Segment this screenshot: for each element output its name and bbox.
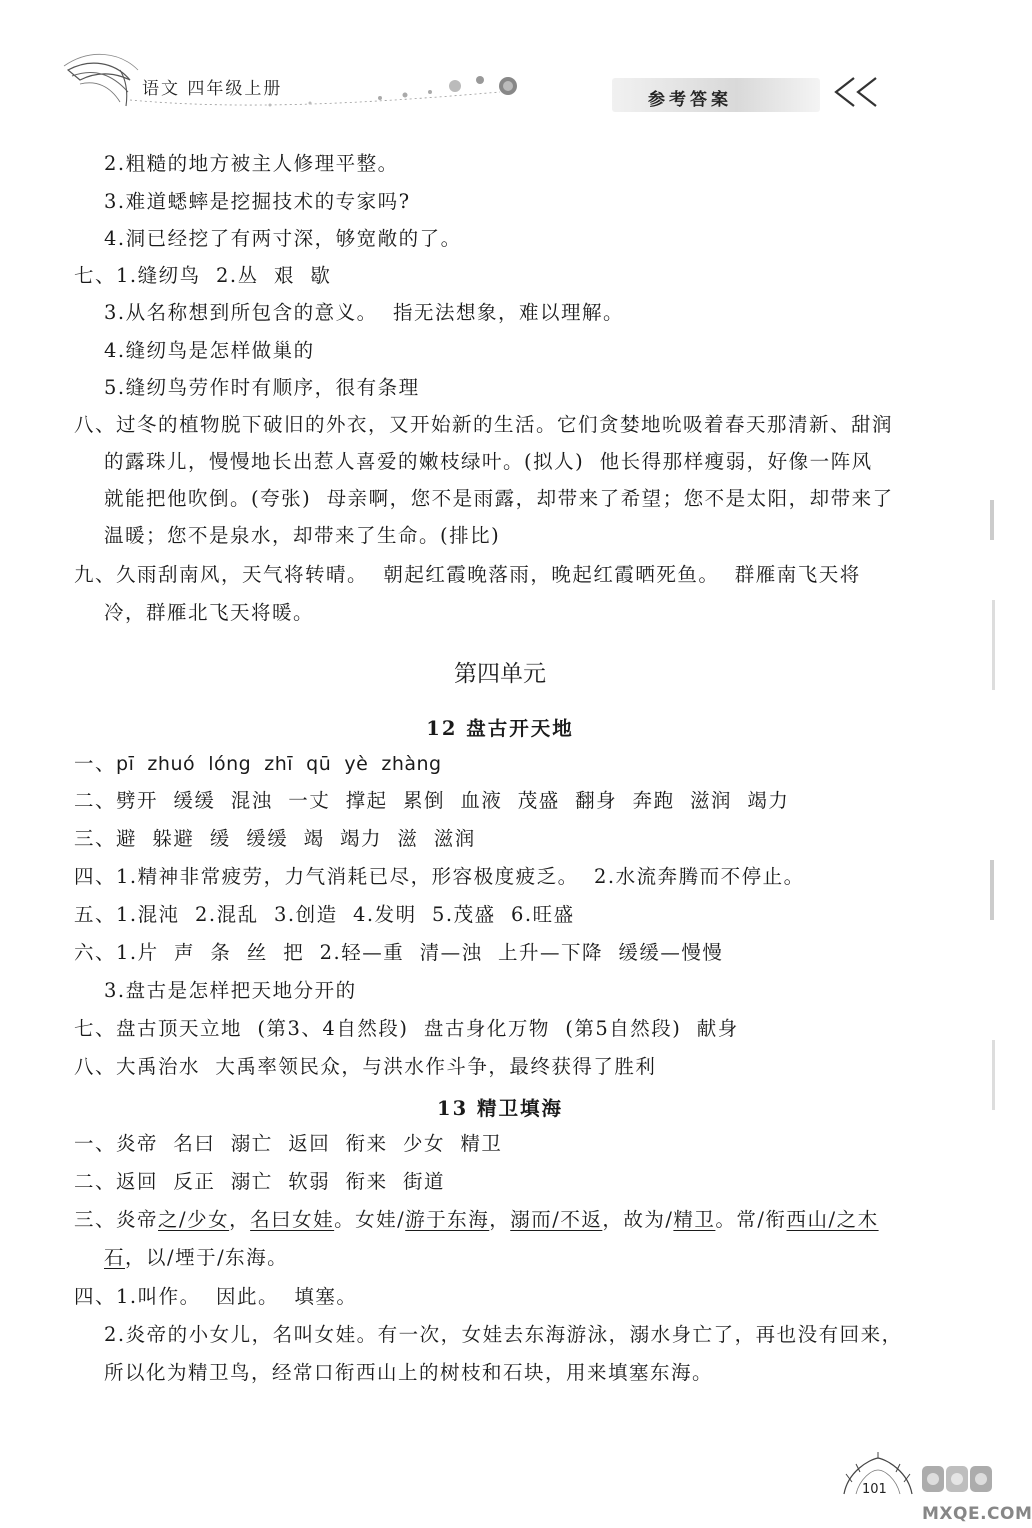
page-number: 101 (862, 1482, 887, 1497)
answer-line: 3.从名称想到所包含的意义。 指无法想象，难以理解。 (104, 301, 625, 324)
underlined-segment: 石 (104, 1246, 126, 1269)
pinyin-line (74, 751, 442, 777)
text-segment: ，故为/ (602, 1208, 674, 1231)
text-segment: ，以/堙于/东海。 (125, 1246, 289, 1269)
feather-swirl-decoration (60, 40, 560, 120)
answer-line: 七、盘古顶天立地 (第3、4自然段) 盘古身化万物 (第5自然段) 献身 (74, 1017, 739, 1040)
answer-line: 温暖；您不是泉水，却带来了生命。(排比) (104, 524, 501, 547)
answer-line: 冷，群雁北飞天将暖。 (104, 601, 315, 624)
answer-line: 七、1.缝纫鸟 2.丛 艰 歇 (74, 264, 332, 287)
answer-line: 5.缝纫鸟劳作时有顺序，很有条理 (104, 376, 420, 399)
underlined-segment: 西山/之木 (786, 1208, 879, 1231)
answer-line: 2.粗糙的地方被主人修理平整。 (104, 152, 399, 175)
watermark-text: MXQE.COM (922, 1504, 1032, 1524)
text-segment: 。常/衔 (715, 1208, 787, 1231)
answer-line: 2.炎帝的小女儿，名叫女娃。有一次，女娃去东海游泳，溺水身亡了，再也没有回来， (104, 1323, 903, 1346)
lesson-title: 12 盘古开天地 (426, 717, 574, 740)
answer-line: 四、1.精神非常疲劳，力气消耗已尽，形容极度疲乏。 2.水流奔腾而不停止。 (74, 865, 805, 888)
text-segment: 炎帝 (116, 1208, 159, 1231)
answer-line: 八、大禹治水 大禹率领民众，与洪水作斗争，最终获得了胜利 (74, 1055, 657, 1078)
answer-line: 九、久雨刮南风，天气将转晴。 朝起红霞晚落雨，晚起红霞晒死鱼。 群雁南飞天将 (74, 563, 861, 586)
underlined-segment: 溺而/不返 (510, 1208, 603, 1231)
answer-line: 4.缝纫鸟是怎样做巢的 (104, 339, 315, 362)
text-segment: ， (489, 1208, 511, 1231)
double-chevron-left-icon (828, 74, 884, 110)
header-subject: 语文 四年级上册 (142, 79, 283, 99)
unit-heading: 第四单元 (454, 661, 546, 687)
answer-line: 六、1.片 声 条 丝 把 2.轻—重 清—浊 上升—下降 缓缓—慢慢 (74, 941, 724, 964)
answer-line: 3.难道蟋蟀是挖掘技术的专家吗? (104, 190, 411, 213)
answer-line: 二、返回 反正 溺亡 软弱 衔来 街道 (74, 1170, 445, 1193)
classical-text-line (74, 1207, 879, 1233)
underlined-segment: 之/少女 (158, 1208, 230, 1231)
answer-line: 四、1.叫作。 因此。 填塞。 (74, 1285, 358, 1308)
answer-line: 五、1.混沌 2.混乱 3.创造 4.发明 5.茂盛 6.旺盛 (74, 903, 575, 926)
classical-text-line (104, 1245, 288, 1271)
page-edge-marks (986, 440, 1000, 1200)
answer-line: 一、炎帝 名曰 溺亡 返回 衔来 少女 精卫 (74, 1132, 503, 1155)
underlined-segment: 游于东海 (405, 1208, 490, 1231)
answer-line: 4.洞已经挖了有两寸深，够宽敞的了。 (104, 227, 462, 250)
answer-line: 二、劈开 缓缓 混浊 一丈 撑起 累倒 血液 茂盛 翻身 奔跑 滋润 竭力 (74, 789, 790, 812)
underlined-segment: 名曰女娃 (250, 1208, 335, 1231)
answer-line: 所以化为精卫鸟，经常口衔西山上的树枝和石块，用来填塞东海。 (104, 1361, 714, 1384)
header-section-title: 参考答案 (648, 90, 732, 110)
item-label: 三、 (74, 1208, 117, 1231)
underlined-segment: 精卫 (673, 1208, 716, 1231)
answer-line: 就能把他吹倒。(夸张) 母亲啊，您不是雨露，却带来了希望；您不是太阳，却带来了 (104, 487, 894, 510)
answer-line: 八、过冬的植物脱下破旧的外衣，又开始新的生活。它们贪婪地吮吸着春天那清新、甜润 (74, 413, 894, 436)
item-label: 一、 (74, 752, 117, 775)
pinyin-answers: pī zhuó lóng zhī qū yè zhàng (116, 753, 442, 775)
answer-line: 的露珠儿，慢慢地长出惹人喜爱的嫩枝绿叶。(拟人) 他长得那样瘦弱，好像一阵风 (104, 450, 873, 473)
lesson-title: 13 精卫填海 (437, 1097, 563, 1120)
header-decoration (60, 40, 560, 120)
text-segment: 。女娃/ (334, 1208, 406, 1231)
answer-line: 3.盘古是怎样把天地分开的 (104, 979, 357, 1002)
answer-line: 三、避 躲避 缓 缓缓 竭 竭力 滋 滋润 (74, 827, 476, 850)
text-segment: ， (229, 1208, 251, 1231)
